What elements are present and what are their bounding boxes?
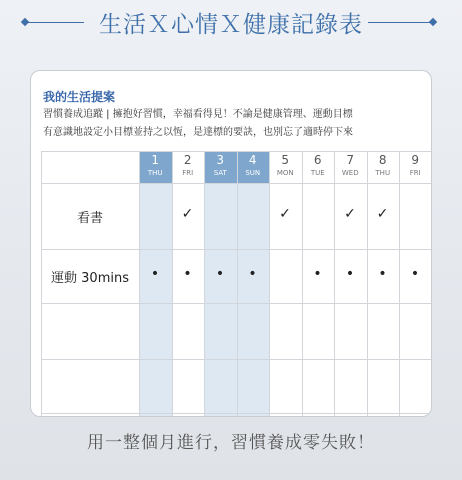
day-weekday: MON (276, 169, 294, 177)
dot-mark: • (183, 266, 192, 282)
highlight-column (204, 151, 237, 417)
dot-mark: • (410, 266, 420, 282)
grid-hline (41, 183, 432, 184)
highlight-column (139, 151, 172, 417)
grid-hline (41, 413, 432, 414)
day-weekday: SUN (245, 169, 261, 177)
day-weekday: TUE (310, 169, 325, 177)
grid-vline (269, 151, 270, 417)
check-mark: ✓ (344, 206, 356, 222)
day-number: 8 (378, 153, 387, 167)
dot-mark: • (248, 266, 257, 282)
row-label: 運動 30mins (51, 271, 129, 286)
footer-text: 用一整個月進行，習慣養成零失敗！ (87, 433, 375, 453)
card-title: 我的生活提案 (43, 90, 116, 104)
day-weekday: SAT (213, 169, 227, 177)
day-weekday: WED (341, 169, 359, 177)
day-header (237, 153, 270, 179)
dot-mark: • (378, 266, 387, 282)
page-title: 生活Ｘ心情Ｘ健康記錄表 (99, 12, 363, 38)
card-description-line2: 有意識地設定小目標並持之以恆，是達標的要訣，也別忘了適時停下來 (43, 127, 353, 138)
grid-hline (41, 249, 432, 250)
habit-card (30, 70, 432, 417)
dot-mark: • (150, 266, 160, 282)
day-number: 3 (216, 153, 225, 167)
grid-vline (334, 151, 335, 417)
day-header (367, 153, 400, 179)
grid-vline (432, 151, 433, 417)
day-header (334, 153, 367, 179)
grid-vline (172, 151, 173, 417)
day-weekday: THU (375, 169, 391, 177)
grid-hline (41, 303, 432, 304)
grid-vline (399, 151, 400, 417)
check-mark: ✓ (181, 206, 194, 222)
dot-mark: • (313, 266, 322, 282)
habit-grid (41, 151, 432, 417)
check-mark: ✓ (376, 206, 389, 222)
day-number: 5 (281, 153, 290, 167)
grid-vline (367, 151, 368, 417)
day-number: 4 (248, 153, 257, 167)
dot-mark: • (345, 266, 355, 282)
check-mark: ✓ (279, 206, 291, 222)
day-header (399, 153, 432, 179)
row-label: 看書 (76, 211, 103, 226)
day-number: 2 (183, 153, 192, 167)
grid-hline (41, 151, 432, 152)
day-header (302, 153, 335, 179)
highlight-column (237, 151, 270, 417)
grid-vline (204, 151, 205, 417)
day-header (269, 153, 302, 179)
grid-hline (41, 359, 432, 360)
day-number: 1 (151, 153, 160, 167)
day-header (172, 153, 205, 179)
grid-vline (302, 151, 303, 417)
dot-mark: • (215, 266, 225, 282)
grid-vline (139, 151, 140, 417)
card-description-line1: 習慣養成追蹤 | 擁抱好習慣，幸福看得見！不論是健康管理、運動目標 (43, 109, 353, 120)
day-weekday: FRI (409, 169, 421, 177)
day-number: 7 (346, 153, 355, 167)
day-number: 9 (411, 153, 420, 167)
grid-vline (237, 151, 238, 417)
day-weekday: FRI (182, 169, 194, 177)
header-line-right (368, 22, 430, 23)
day-number: 6 (313, 153, 322, 167)
day-weekday: THU (147, 169, 163, 177)
day-header (139, 153, 172, 179)
day-header (204, 153, 237, 179)
